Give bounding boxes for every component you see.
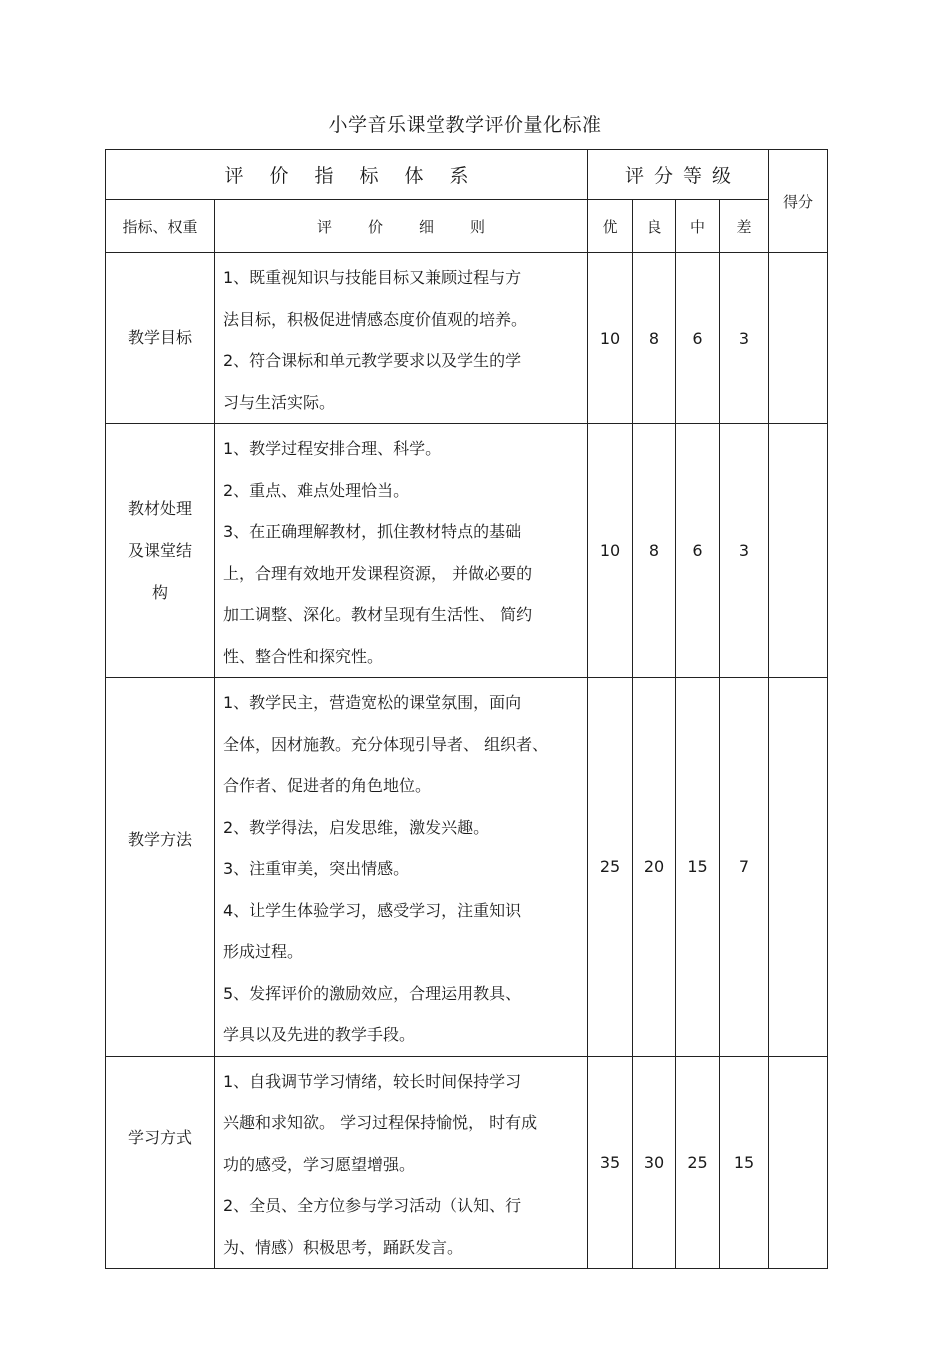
detail-line: 1、教学民主，营造宽松的课堂氛围，面向: [223, 693, 522, 712]
header-level-average: 中: [676, 200, 720, 253]
score-obtained-cell[interactable]: [769, 424, 828, 678]
table-row: [106, 424, 828, 678]
detail-line: 2、重点、难点处理恰当。: [223, 480, 410, 500]
header-grade: 评分等级: [588, 150, 769, 200]
detail-cell: [215, 1056, 588, 1269]
detail-line: 1、自我调节学习情绪，较长时间保持学习: [223, 1071, 522, 1091]
detail-cell: [215, 253, 588, 424]
detail-line: 3、注重审美，突出情感。: [223, 859, 410, 878]
score-poor: 7: [720, 678, 769, 1057]
category-line: 教材处理: [127, 498, 192, 518]
detail-line: 性、整合性和探究性。: [223, 646, 384, 666]
detail-line: 法目标，积极促进情感态度价值观的培养。: [223, 309, 528, 329]
score-good: 30: [633, 1056, 676, 1269]
detail-line: 1、教学过程安排合理、科学。: [223, 439, 442, 458]
detail-line: 3、在正确理解教材，抓住教材特点的基础: [223, 522, 522, 541]
detail-line: 习与生活实际。: [223, 392, 336, 412]
score-poor: 15: [720, 1056, 769, 1269]
category-cell: 学习方式: [106, 1056, 215, 1269]
detail-line: 全体，因材施教。充分体现引导者、 组织者、: [223, 734, 549, 754]
table-row: [106, 678, 828, 1057]
detail-line: 为、情感）积极思考，踊跃发言。: [223, 1237, 464, 1257]
detail-line: 功的感受，学习愿望增强。: [223, 1154, 416, 1174]
category-line: 构: [151, 582, 168, 602]
score-good: 8: [633, 424, 676, 678]
detail-line: 兴趣和求知欲。 学习过程保持愉悦， 时有成: [223, 1113, 538, 1132]
detail-line: 2、全员、全方位参与学习活动（认知、行: [223, 1196, 522, 1215]
detail-line: 2、符合课标和单元教学要求以及学生的学: [223, 351, 522, 370]
score-average: 25: [676, 1056, 720, 1269]
score-good: 8: [633, 253, 676, 424]
category-cell: 教学方法: [106, 678, 215, 1057]
header-score: 得分: [769, 150, 828, 253]
score-average: 15: [676, 678, 720, 1057]
category-cell: 教学目标: [106, 253, 215, 424]
score-average: 6: [676, 424, 720, 678]
detail-line: 上，合理有效地开发课程资源， 并做必要的: [223, 563, 533, 583]
score-excellent: 35: [588, 1056, 633, 1269]
header-index-weight: 指标、权重: [106, 200, 215, 253]
detail-line: 2、教学得法，启发思维，激发兴趣。: [223, 817, 490, 837]
score-obtained-cell[interactable]: [769, 1056, 828, 1269]
page-title: 小学音乐课堂教学评价量化标准: [328, 114, 602, 136]
score-poor: 3: [720, 424, 769, 678]
score-obtained-cell[interactable]: [769, 253, 828, 424]
detail-line: 加工调整、深化。教材呈现有生活性、 简约: [223, 605, 533, 624]
table-row: [106, 1056, 828, 1269]
detail-line: 合作者、促进者的角色地位。: [223, 776, 432, 795]
header-level-excellent: 优: [588, 200, 633, 253]
detail-cell: [215, 678, 588, 1057]
header-detail: 评价细则: [215, 200, 588, 253]
detail-line: 4、让学生体验学习，感受学习，注重知识: [223, 900, 522, 920]
category-cell: [106, 424, 215, 678]
score-obtained-cell[interactable]: [769, 678, 828, 1057]
score-poor: 3: [720, 253, 769, 424]
score-excellent: 25: [588, 678, 633, 1057]
score-excellent: 10: [588, 253, 633, 424]
score-good: 20: [633, 678, 676, 1057]
detail-line: 1、既重视知识与技能目标又兼顾过程与方: [223, 268, 522, 287]
score-average: 6: [676, 253, 720, 424]
detail-line: 学具以及先进的教学手段。: [223, 1025, 416, 1044]
detail-line: 5、发挥评价的激励效应，合理运用教具、: [223, 983, 522, 1003]
header-level-poor: 差: [720, 200, 769, 253]
score-excellent: 10: [588, 424, 633, 678]
header-system: 评价指标体系: [106, 150, 588, 200]
table-row: [106, 253, 828, 424]
detail-line: 形成过程。: [223, 942, 304, 961]
header-level-good: 良: [633, 200, 676, 253]
category-line: 及课堂结: [127, 540, 192, 560]
evaluation-table: [105, 149, 828, 1269]
detail-cell: [215, 424, 588, 678]
